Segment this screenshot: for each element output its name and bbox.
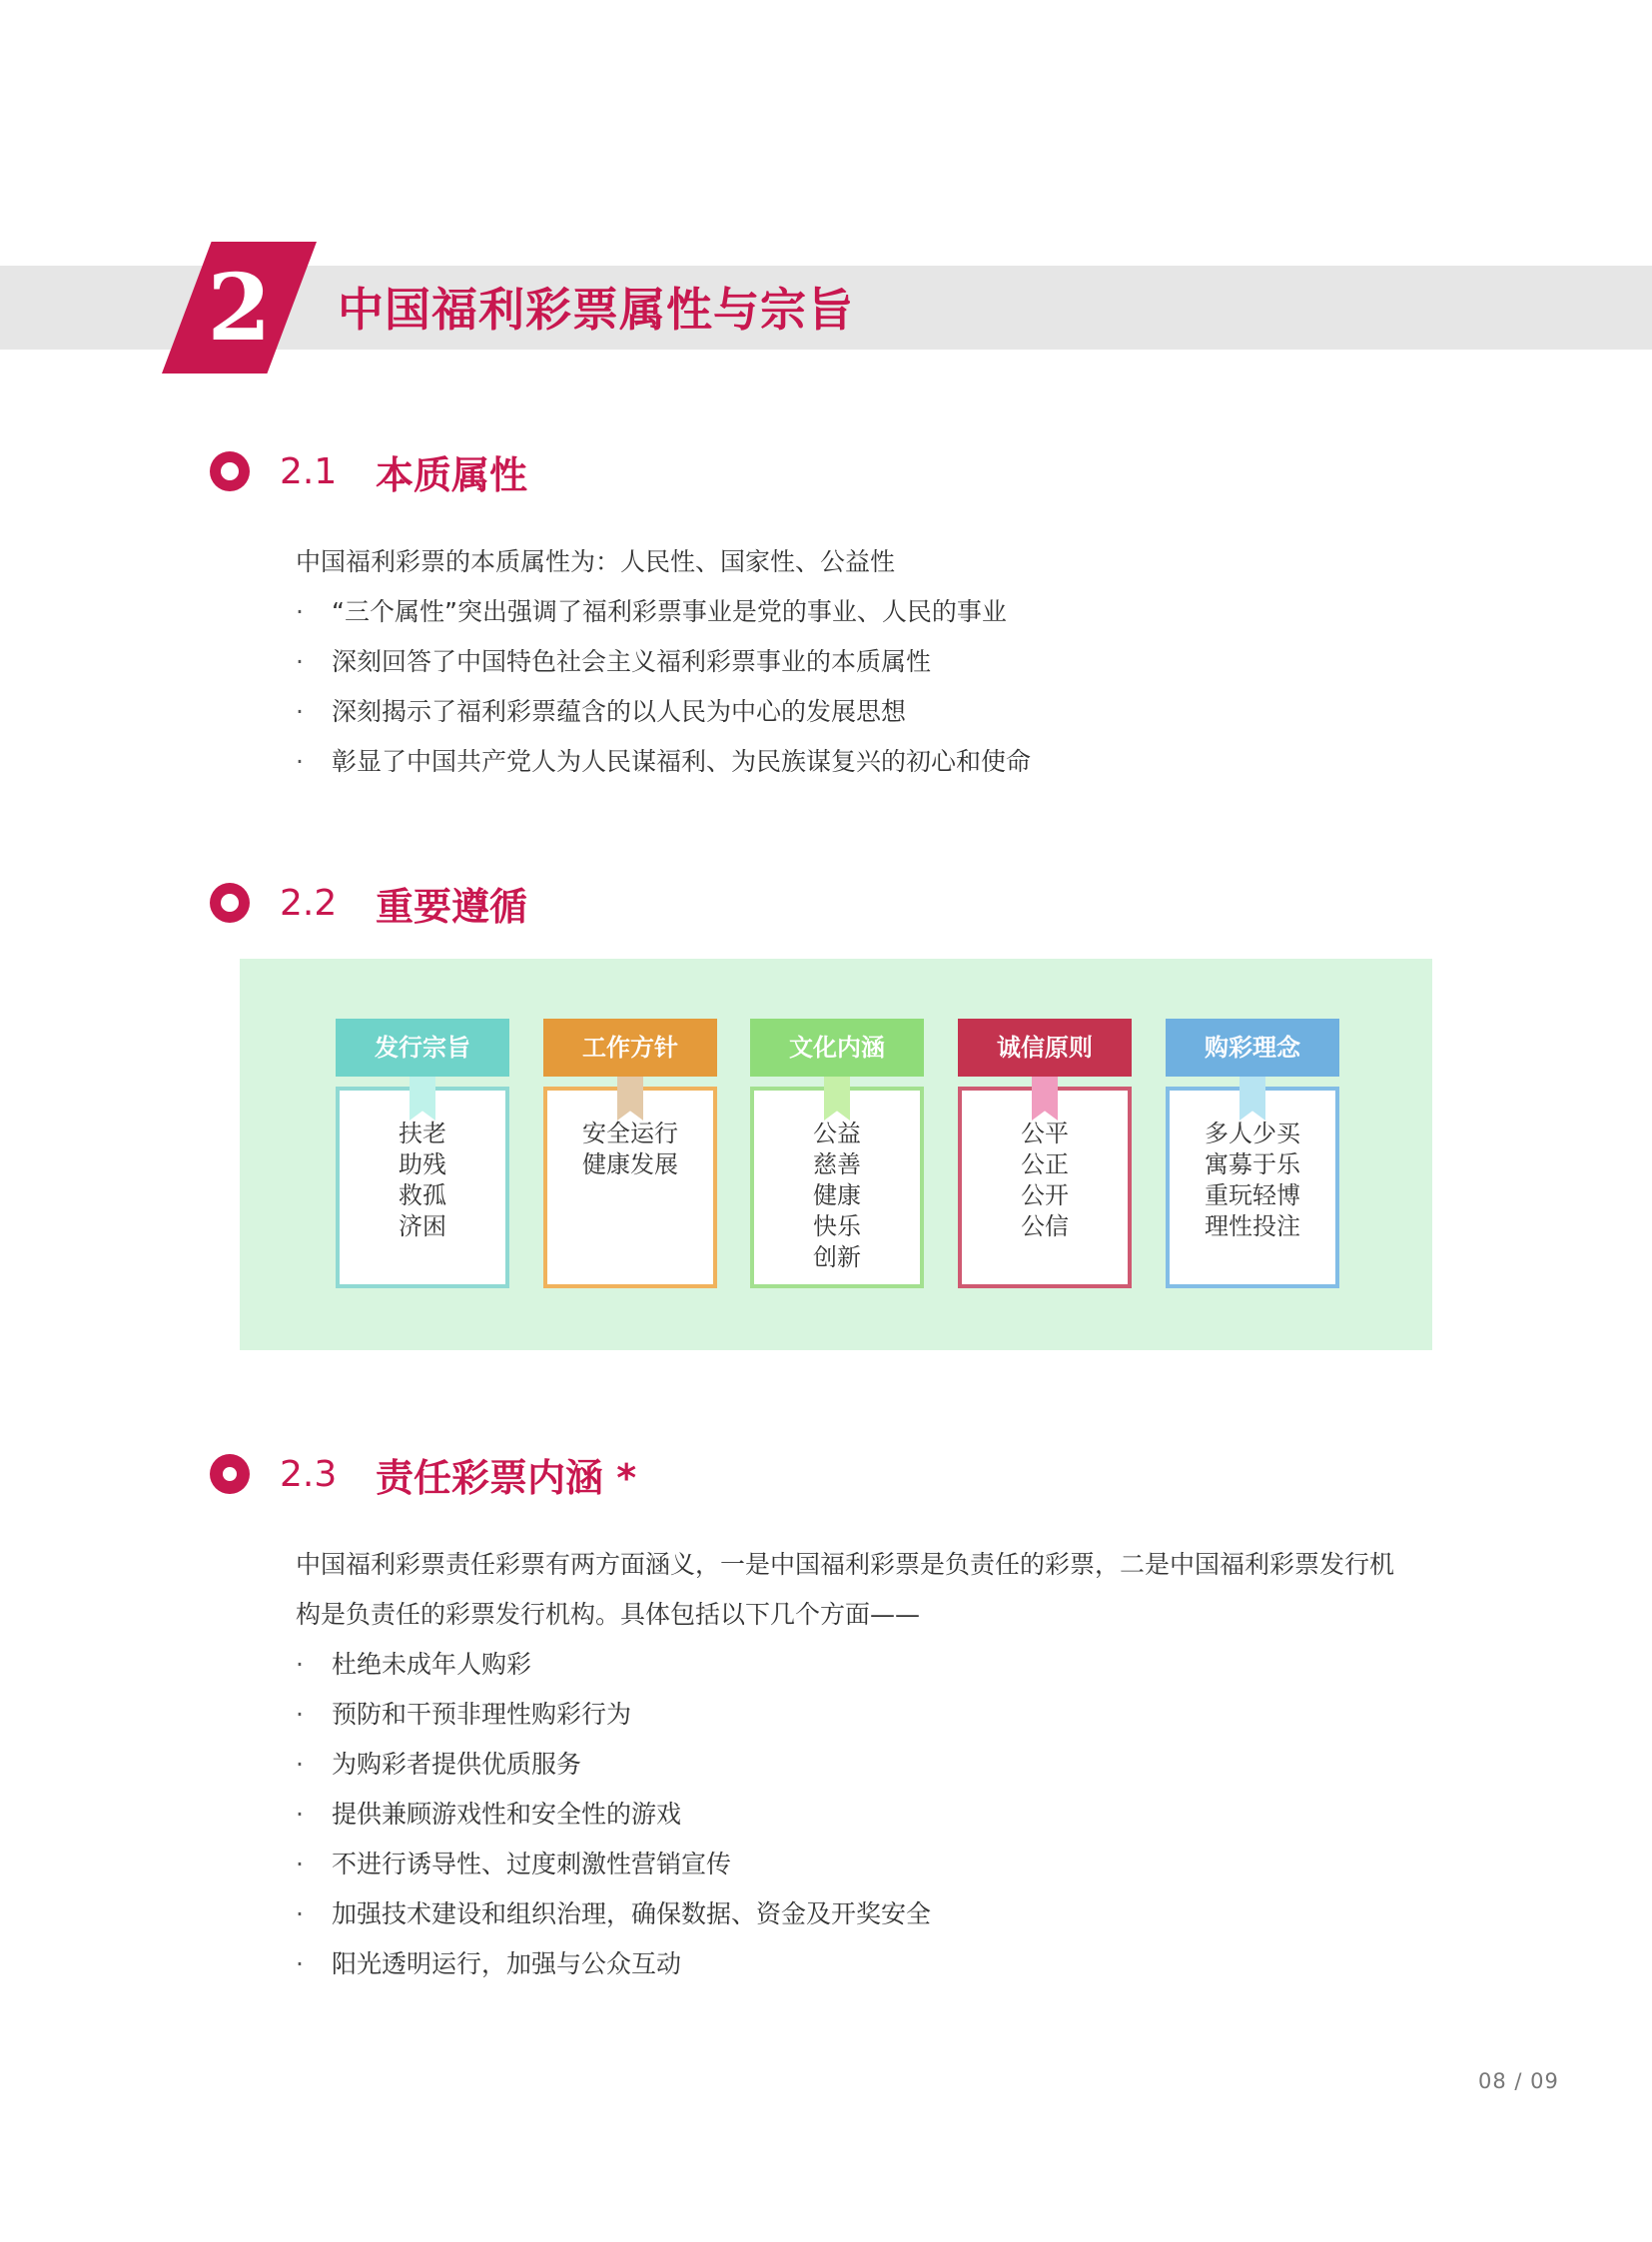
principle-card-line: 理性投注 (1205, 1212, 1300, 1240)
bullet-dot: · (296, 1800, 304, 1829)
principle-card-line: 创新 (813, 1243, 861, 1271)
principle-card-line: 寓募于乐 (1205, 1150, 1300, 1178)
list-item: · 深刻回答了中国特色社会主义福利彩票事业的本质属性 (296, 637, 1031, 687)
section-number: 2.3 (280, 1453, 338, 1495)
principle-card-label: 购彩理念 (1166, 1019, 1339, 1077)
section-title: 责任彩票内涵 * (376, 1455, 637, 1500)
section-badge-icon (210, 883, 250, 923)
list-item: · 为购彩者提供优质服务 (296, 1740, 931, 1790)
bullet-dot: · (296, 697, 304, 726)
principle-card (1166, 1019, 1339, 1288)
principle-card-line: 健康 (813, 1181, 861, 1209)
principle-card-body (958, 1087, 1132, 1288)
bullet-list-2-1 (296, 587, 1031, 787)
bullet-dot: · (296, 597, 304, 626)
section-number: 2.2 (280, 882, 338, 924)
bullet-list-2-3 (296, 1640, 931, 1989)
principle-card-line: 扶老 (399, 1120, 446, 1147)
section-intro-line: 中国福利彩票责任彩票有两方面涵义，一是中国福利彩票是负责任的彩票，二是中国福利彩票发行机 (296, 1550, 1395, 1579)
list-item: · 加强技术建设和组织治理，确保数据、资金及开奖安全 (296, 1889, 931, 1939)
principle-card-line: 快乐 (813, 1212, 861, 1240)
principle-card (750, 1019, 924, 1288)
principle-card-line: 救孤 (399, 1181, 446, 1209)
principle-card-label: 发行宗旨 (336, 1019, 509, 1077)
list-item: · 彰显了中国共产党人为人民谋福利、为民族谋复兴的初心和使命 (296, 737, 1031, 787)
section-badge-icon (210, 1454, 250, 1494)
principle-card (543, 1019, 717, 1288)
principle-card-line: 公正 (1021, 1150, 1069, 1178)
chapter-title: 中国福利彩票属性与宗旨 (338, 283, 854, 337)
principle-card (958, 1019, 1132, 1288)
section-title: 重要遵循 (376, 884, 528, 929)
principle-card-line: 多人少买 (1205, 1120, 1300, 1147)
bullet-dot: · (296, 1650, 304, 1679)
principle-card-body (543, 1087, 717, 1288)
bullet-dot: · (296, 1850, 304, 1878)
section-number: 2.1 (280, 450, 338, 492)
section-intro-line: 构是负责任的彩票发行机构。具体包括以下几个方面—— (296, 1600, 921, 1629)
section-heading-2-2 (210, 875, 527, 931)
principle-card (336, 1019, 509, 1288)
principle-card-line: 济困 (399, 1212, 446, 1240)
list-item: · 杜绝未成年人购彩 (296, 1640, 931, 1690)
principle-card-label: 诚信原则 (958, 1019, 1132, 1077)
bullet-dot: · (296, 1700, 304, 1729)
list-item: · 预防和干预非理性购彩行为 (296, 1690, 931, 1740)
list-item: · “三个属性”突出强调了福利彩票事业是党的事业、人民的事业 (296, 587, 1031, 637)
principle-card-line: 公信 (1021, 1212, 1069, 1240)
bullet-dot: · (296, 1899, 304, 1928)
page-number: 08 / 09 (1478, 2069, 1559, 2093)
principle-card-label: 文化内涵 (750, 1019, 924, 1077)
chapter-number: 2 (207, 254, 272, 362)
principle-card-line: 健康发展 (582, 1150, 678, 1178)
principle-card-body (750, 1087, 924, 1288)
principle-card-line: 公开 (1021, 1181, 1069, 1209)
bullet-dot: · (296, 1750, 304, 1779)
list-item: · 不进行诱导性、过度刺激性营销宣传 (296, 1840, 931, 1889)
list-item: · 阳光透明运行，加强与公众互动 (296, 1939, 931, 1989)
principle-card-body (1166, 1087, 1339, 1288)
principle-card-line: 公益 (813, 1120, 861, 1147)
principle-card-line: 安全运行 (582, 1120, 678, 1147)
bullet-dot: · (296, 1949, 304, 1978)
principle-card-line: 重玩轻博 (1205, 1181, 1300, 1209)
principle-card-body (336, 1087, 509, 1288)
bullet-dot: · (296, 647, 304, 676)
list-item: · 深刻揭示了福利彩票蕴含的以人民为中心的发展思想 (296, 687, 1031, 737)
principle-card-line: 慈善 (813, 1150, 861, 1178)
principles-panel (240, 959, 1432, 1350)
section-heading-2-1 (210, 443, 527, 499)
section-badge-icon (210, 451, 250, 491)
bullet-dot: · (296, 747, 304, 776)
list-item: · 提供兼顾游戏性和安全性的游戏 (296, 1790, 931, 1840)
section-title: 本质属性 (376, 452, 528, 497)
section-heading-2-3 (210, 1446, 636, 1502)
principle-card-label: 工作方针 (543, 1019, 717, 1077)
section-intro: 中国福利彩票的本质属性为：人民性、国家性、公益性 (296, 547, 896, 576)
principle-card-line: 公平 (1021, 1120, 1069, 1147)
principle-card-line: 助残 (399, 1150, 446, 1178)
